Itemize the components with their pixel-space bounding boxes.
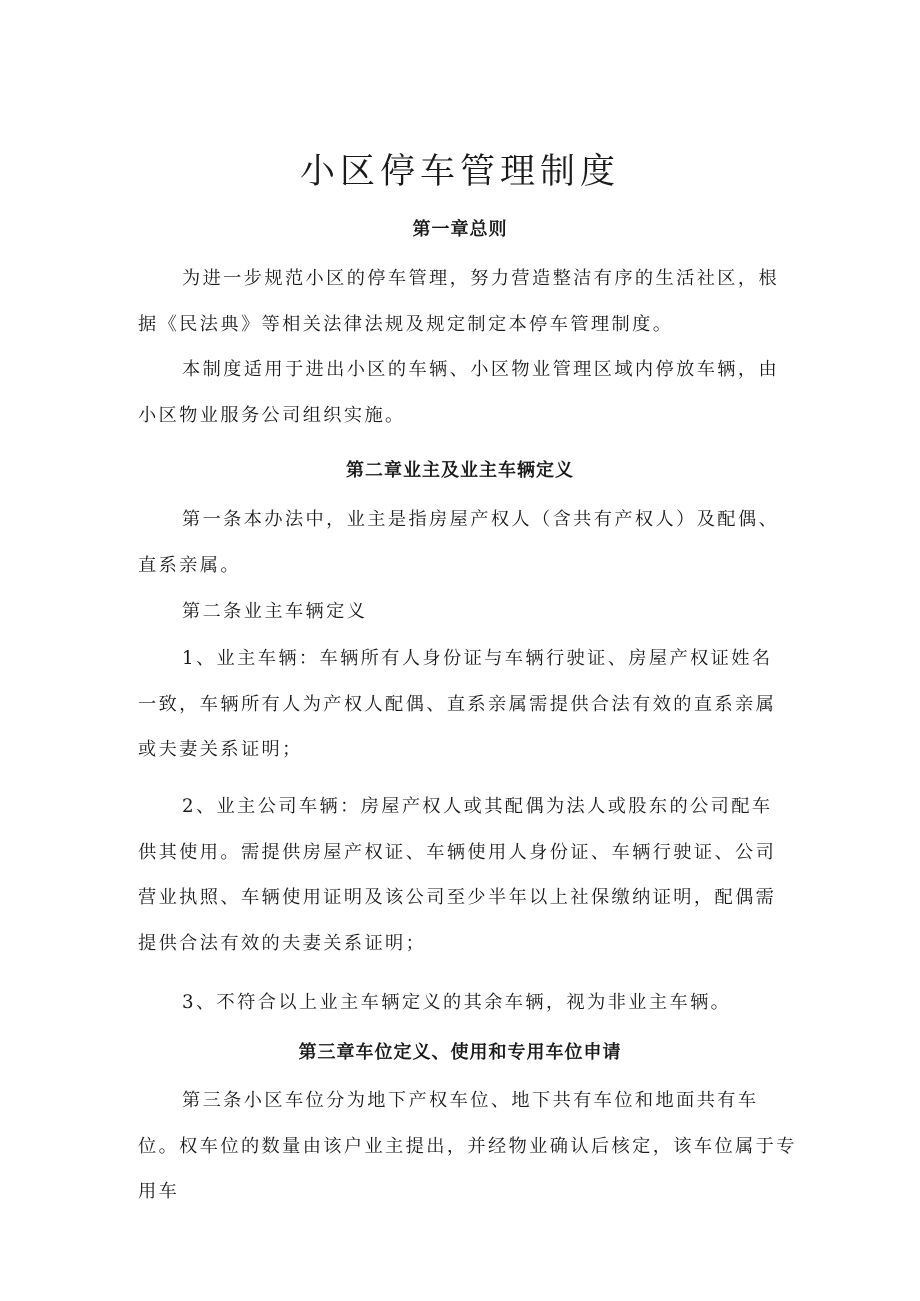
chapter-1-heading: 第一章总则 bbox=[412, 219, 508, 240]
chapter-3-paragraph-1: 第三条小区车位分为地下产权车位、地下共有车位和地面共有车位。权车位的数量由该户业主提出，并经物业确认后核定，该车位属于专用车 bbox=[138, 1090, 797, 1202]
chapter-3-heading: 第三章车位定义、使用和专用车位申请 bbox=[298, 1042, 622, 1063]
chapter-2-paragraph-5: 3、不符合以上业主车辆定义的其余车辆，视为非业主车辆。 bbox=[182, 992, 732, 1013]
chapter-2-paragraph-1: 第一条本办法中，业主是指房屋产权人（含共有产权人）及配偶、直系亲属。 bbox=[138, 509, 780, 576]
chapter-2-paragraph-2: 第二条业主车辆定义 bbox=[182, 601, 368, 622]
chapter-1-paragraph-2: 本制度适用于进出小区的车辆、小区物业管理区域内停放车辆，由小区物业服务公司组织实施。 bbox=[138, 359, 780, 426]
chapter-2-paragraph-3: 1、业主车辆：车辆所有人身份证与车辆行驶证、房屋产权证姓名一致，车辆所有人为产权人配偶、直系亲属需提供合法有效的直系亲属或夫妻关系证明； bbox=[138, 648, 777, 760]
chapter-1-paragraph-1: 为进一步规范小区的停车管理，努力营造整洁有序的生活社区，根据《民法典》等相关法律法规及规定制定本停车管理制度。 bbox=[138, 268, 780, 335]
chapter-2-paragraph-4: 2、业主公司车辆：房屋产权人或其配偶为法人或股东的公司配车供其使用。需提供房屋产权证、车辆使用人身份证、车辆行驶证、公司营业执照、车辆使用证明及该公司至少半年以上社保缴纳证明，配偶需提供合法有效的夫妻关系证明； bbox=[138, 796, 777, 954]
chapter-2-heading: 第二章业主及业主车辆定义 bbox=[346, 460, 574, 481]
document-title: 小区停车管理制度 bbox=[299, 152, 620, 192]
